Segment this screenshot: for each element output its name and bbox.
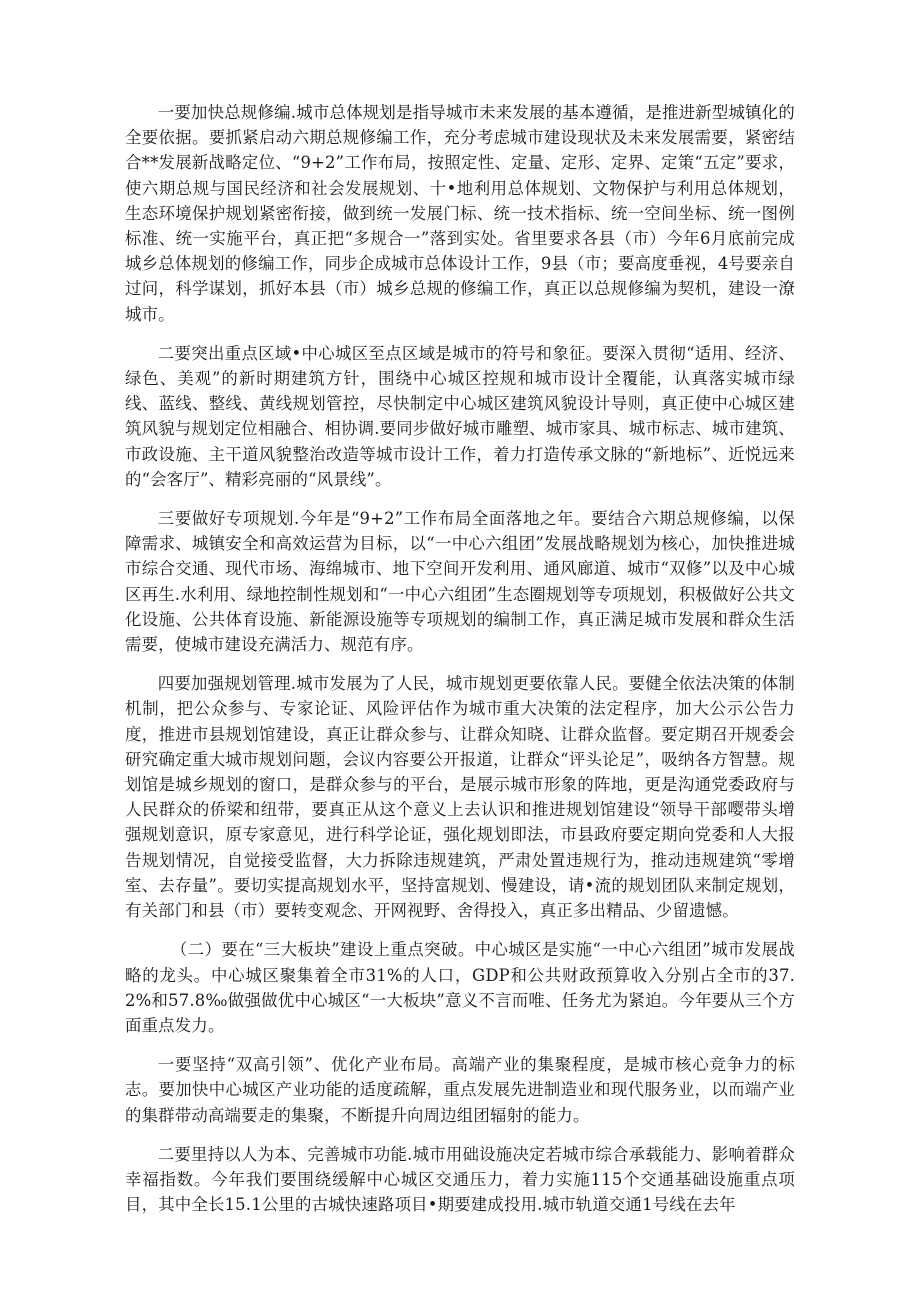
paragraph-general-plan-revision: 一要加快总规修编.城市总体规划是指导城市未来发展的基本遵循，是推进新型城镇化的全要依据。要抓紧启动六期总规修编工作，充分考虑城市建设现状及未来发展需要，紧密结合**发展新战略定位、“9+2”工作布局，按照定性、定量、定形、定界、定策“五定”要求，使六期总规与国民经济和社会发展规划、十•地利用总体规划、文物保护与利用总体规划，生态环境保护规划紧密衔接，做到统一发展门标、统一技术指标、统一空间坐标、统一图例标准、统一实施平台，真正把“多规合一”落到实处。省里要求各县（市）今年6月底前完成城乡总体规划的修编工作，同步企成城市总体设计工作，9县（市；要高度垂视，4号要亲自过问，科学谋划，抓好本县（市）城乡总规的修编工作，真正以总规修编为契机，建设一潦城市。 [125,103,795,324]
paragraph-special-planning: 三要做好专项规划.今年是“9+2”工作布局全面落地之年。要结合六期总规修编，以保障需求、城镇安全和高效运营为目标，以“一中心六组团”发展战略规划为核心，加快推进城市综合交通、现代市场、海绵城市、地下空间开发利用、通风廊道、城市“双修”以及中心城区再生.水利用、绿地控制性规划和“一中心六组团”生态圈规划等专项规划，积极做好公共文化设施、公共体育设施、新能源设施等专项规划的编制工作，真正满足城市发展和群众生活需要，使城市建设充满活力、规范有序。 [125,509,795,655]
paragraph-planning-management: 四要加强规划管理.城市发展为了人民，城市规划更要依靠人民。要健全依法决策的体制机制，把公众参与、专家论证、风险评估作为城市重大决策的法定程序，加大公示公告力度，推进市县规划馆建设，真正让群众参与、让群众知晓、让群众监督。要定期召开规委会研究确定重大城市规划问题，会议内容要公开报道，让群众“评头论足”，吸纳各方智慧。规划馆是城乡规划的窗口，是群众参与的平台，是展示城市形象的阵地，更是沟通党委政府与人民群众的侨梁和纽带，要真正从这个意义上去认识和推进规划馆建设“领导干部嘤带头增强规划意识，原专家意见，进行科学论证，强化规划即法，市县政府要定期向党委和人大报告规划情况，自觉接受监督，大力拆除违规建筑，严肃处置违规行为，推动违规建筑“零增室、去存量”。要切实提高规划水平，坚持富规划、慢建设，请•流的规划团队来制定规划，有关部门和县（市）要转变观念、开网视野、舍得投入，真正多出精品、少留遗憾。 [125,674,795,921]
paragraph-industrial-layout: 一要坚持“双高引领”、优化产业布局。高端产业的集聚程度，是城市核心竞争力的标志。要加快中心城区产业功能的适度疏解，重点发展先进制造业和现代服务业，以而端产业的集群带动高端要走的集聚，不断提升向周边组团辐射的能力。 [125,1055,795,1125]
paragraph-section-two-heading: （二）要在“三大板块”建设上重点突破。中心城区是实施“一中心六组团”城市发展战略的龙头。中心城区聚集着全市31%的人口，GDP和公共财政预算收入分别占全市的37.2%和57.8‰做强做优中心城区“一大板块”意义不言而唯、任务尤为紧迫。今年要从三个方面重点发力。 [125,940,795,1035]
paragraph-city-functions: 二要里持以人为本、完善城市功能.城市用础设施决定若城市综合承载能力、影响着群众幸福指数。今年我们要围绕缓解中心城区交通压力，着力实施115个交通基础设施重点项目，其中全长15.1公里的古城快速路项目•期要建成投用.城市轨道交通1号线在去年 [125,1144,795,1215]
paragraph-key-areas: 二要突出重点区域•中心城区至点区域是城市的符号和象征。要深入贯彻“适用、经济、绿色、美观”的新时期建筑方针，围绕中心城区控规和城市设计全覆能，认真落实城市绿线、蓝线、整线、黄线规划管控，尽快制定中心城区建筑风貌设计导则，真正使中心城区建筑风貌与规划定位相融合、相协调.要同步做好城市雕塑、城市家具、城市标志、城市建筑、市政设施、主干道风貌整治改造等城市设计工作，着力打造传承文脉的“新地标”、近悦远来的“会客厅”、精彩亮丽的“风景线”。 [125,343,795,489]
